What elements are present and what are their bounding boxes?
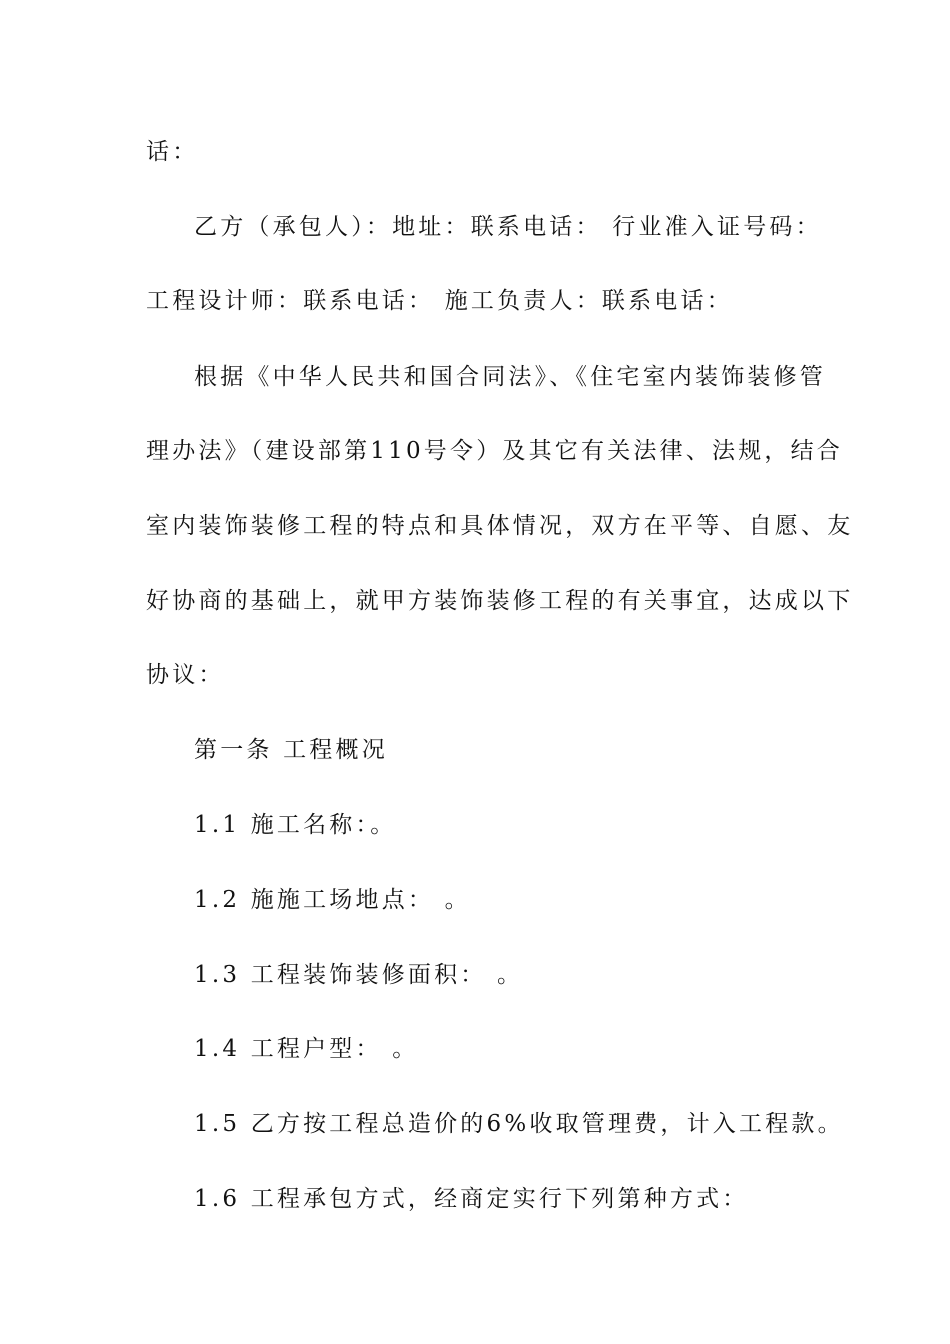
- text-line-basis-2: 理办法》（建设部第110号令）及其它有关法律、法规，结合: [146, 438, 843, 464]
- text-line-basis-4: 好协商的基础上，就甲方装饰装修工程的有关事宜，达成以下: [146, 588, 854, 614]
- clause-1-5: 1.5 乙方按工程总造价的6%收取管理费，计入工程款。: [194, 1111, 844, 1137]
- clause-1-4: 1.4 工程户型： 。: [194, 1036, 419, 1062]
- section-heading-article-1: 第一条 工程概况: [194, 737, 388, 763]
- clause-1-2: 1.2 施施工场地点： 。: [194, 887, 471, 913]
- clause-1-3: 1.3 工程装饰装修面积： 。: [194, 962, 524, 988]
- clause-1-6: 1.6 工程承包方式，经商定实行下列第种方式：: [194, 1186, 749, 1212]
- clause-1-1: 1.1 施工名称：。: [194, 812, 397, 838]
- text-line-basis-1: 根据《中华人民共和国合同法》、《住宅室内装饰装修管: [194, 364, 826, 390]
- text-line-designer: 工程设计师：联系电话： 施工负责人：联系电话：: [146, 288, 733, 314]
- text-line-basis-5: 协议：: [146, 662, 225, 688]
- text-line-party-b: 乙方（承包人）：地址：联系电话： 行业准入证号码：: [194, 214, 822, 240]
- text-line-basis-3: 室内装饰装修工程的特点和具体情况，双方在平等、自愿、友: [146, 513, 854, 539]
- text-line-1: 话：: [146, 139, 199, 165]
